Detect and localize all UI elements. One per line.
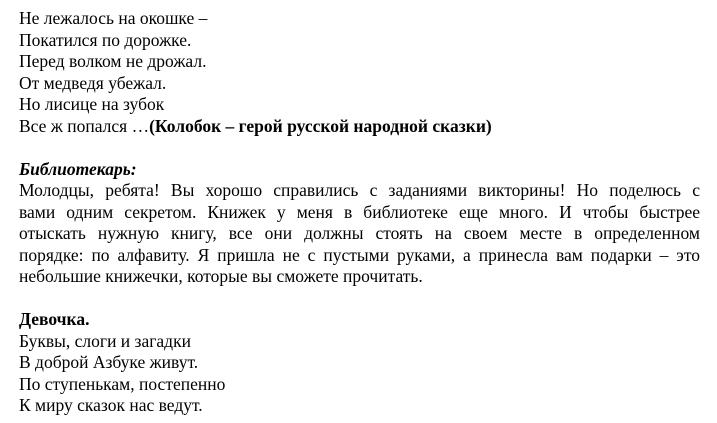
speaker-librarian: Библиотекарь:: [19, 158, 137, 179]
poem-last-line-prefix: Все ж попался …: [19, 115, 150, 136]
poem-line: По ступенькам, постепенно: [19, 373, 226, 394]
paragraph-line: отыскать нужную книгу, все они должны стоять на своем месте в определенном: [19, 223, 700, 243]
poem-kolobok: [19, 8, 700, 137]
riddle-answer: (Колобок – герой русской народной сказки): [149, 115, 492, 136]
paragraph-gap: [19, 288, 700, 310]
poem-line: Не лежалось на окошке –: [19, 8, 208, 28]
paragraph-line: Молодцы, ребята! Вы хорошо справились с заданиями викторины! Но поделюсь с: [19, 180, 700, 200]
paragraph-line: небольшие книжечки, которые вы сможете прочитать.: [19, 266, 423, 286]
girl-section: [19, 309, 700, 417]
librarian-section: [19, 159, 700, 288]
poem-line: К миру сказок нас ведут.: [19, 395, 203, 415]
poem-line: Перед волком не дрожал.: [19, 51, 207, 71]
paragraph-line: вами одним секретом. Книжек у меня в библиотеке еще много. И чтобы быстрее: [19, 201, 700, 222]
poem-line: Покатился по дорожке.: [19, 29, 192, 50]
poem-line: В доброй Азбуке живут.: [19, 352, 199, 372]
librarian-paragraph: [19, 180, 700, 288]
paragraph-gap: [19, 137, 700, 159]
speaker-girl: Девочка.: [19, 309, 90, 329]
paragraph-line: порядке: по алфавиту. Я пришла не с пустыми руками, а принесла вам подарки – это: [19, 244, 700, 265]
document-page: [19, 8, 700, 417]
poem-line: Но лисице на зубок: [19, 94, 165, 114]
poem-line: От медведя убежал.: [19, 72, 167, 93]
poem-last-line: [19, 116, 700, 138]
poem-line: Буквы, слоги и загадки: [19, 330, 191, 351]
